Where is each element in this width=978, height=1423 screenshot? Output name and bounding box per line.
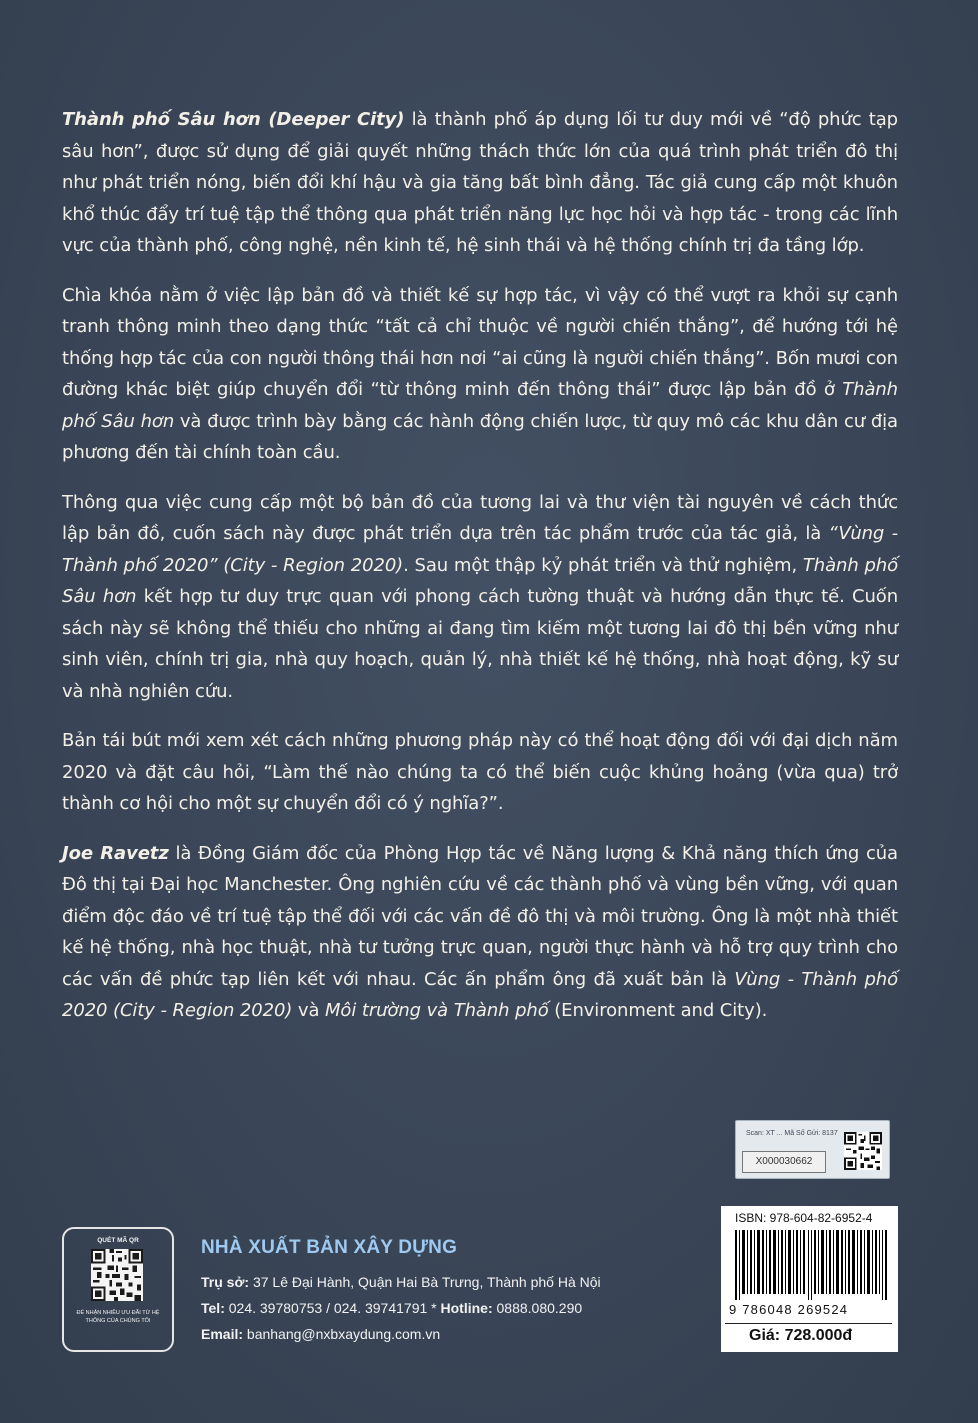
qr-code-icon	[91, 1249, 143, 1301]
publisher-email	[201, 1321, 601, 1347]
qr-card	[62, 1227, 174, 1352]
paragraph-text: Bản tái bút mới xem xét cách những phương pháp này có thể hoạt động đối với đại dịch năm 2020 và đặt câu hỏi, “Làm thế nào chúng ta có thể biến cuộc khủng hoảng (vừa qua) trở thành cơ hội cho một sự chuyển đổi có ý nghĩa?”.	[62, 730, 898, 814]
qr-card-note: ĐỂ NHẬN NHIỀU ƯU ĐÃI TỪ HỆ THỐNG CỦA CHÚNG TÔI	[76, 1310, 160, 1324]
paragraph-postscript	[62, 725, 898, 820]
blurb	[62, 104, 898, 1045]
book-title-lead: Thành phố Sâu hơn (Deeper City)	[62, 109, 405, 130]
price-label: Giá: 728.000đ	[749, 1327, 853, 1344]
qr-code-icon	[844, 1132, 882, 1170]
author-name: Joe Ravetz	[62, 842, 169, 864]
paragraph-text: là Đồng Giám đốc của Phòng Hợp tác về Năng lượng & Khả năng thích ứng của Đô thị tại Đại học Manchester. Ông nghiên cứu về các thành phố và vùng bền vững, với quan điểm độc đáo về trí tuệ tập thể đối với các vấn đề đô thị và môi trường. Ông là một nhà thiết kế hệ thống, nhà học thuật, nhà tư tưởng trực quan, người thực hành và hỗ trợ quy trình cho các vấn đề phức tạp liên kết với nhau. Các ấn phẩm ông đã xuất bản là	[62, 842, 898, 990]
paragraph-text: Chìa khóa nằm ở việc lập bản đồ và thiết kế sự hợp tác, vì vậy có thể vượt ra khỏi sự cạnh tranh thông minh theo dạng thức “tất cả chỉ thuộc về người chiến thắng”, để hướng tới hệ thống hợp tác của con người thông thái hơn nơi “ai cũng là người chiến thắng”. Bốn mươi con đường khác biệt giúp chuyển đổi “từ thông minh đến thông thái” được lập bản đồ ở	[62, 284, 898, 400]
publisher-name: NHÀ XUẤT BẢN XÂY DỰNG	[201, 1237, 458, 1258]
qr-card-title: QUÉT MÃ QR	[97, 1237, 139, 1244]
address-label: Trụ sở:	[201, 1274, 250, 1290]
email-value: banhang@nxbxaydung.com.vn	[243, 1326, 441, 1342]
sticker-topline: Scan: XT ... Mã Số Gửi: 8137	[746, 1130, 838, 1137]
address-value: 37 Lê Đại Hành, Quận Hai Bà Trưng, Thành phố Hà Nội	[249, 1274, 601, 1290]
paragraph-maps	[62, 487, 898, 708]
paragraph-text: (Environment and City).	[548, 1000, 768, 1021]
inventory-sticker	[735, 1120, 890, 1179]
email-label: Email:	[201, 1326, 244, 1342]
tel-value: 024. 39780753 / 024. 39741791 *	[224, 1300, 441, 1316]
paragraph-text: và	[292, 1000, 325, 1021]
barcode-number: 9 786048 269524	[729, 1302, 849, 1317]
book-title-inline: Thành phố Sâu hơn	[62, 379, 898, 432]
paragraph-author-bio	[62, 838, 898, 1027]
isbn-label: ISBN: 978-604-82-6952-4	[735, 1211, 873, 1225]
paragraph-key	[62, 280, 898, 469]
tel-label: Tel:	[201, 1300, 225, 1316]
book-title-inline: Vùng - Thành phố 2020 (City - Region 2020)	[62, 968, 898, 1021]
barcode-panel	[721, 1206, 898, 1352]
book-title-inline: Môi trường và Thành phố	[325, 1000, 549, 1021]
hotline-label: Hotline:	[440, 1300, 493, 1316]
paragraph-text: Thông qua việc cung cấp một bộ bản đồ của tương lai và thư viện tài nguyên về cách thức lập bản đồ, cuốn sách này được phát triển dựa trên tác phẩm trước của tác giả, là	[62, 491, 898, 544]
publisher-info	[201, 1237, 601, 1347]
paragraph-text: và được trình bày bằng các hành động chiến lược, từ quy mô các khu dân cư địa phương đến tài chính toàn cầu.	[62, 410, 898, 463]
publisher-phone	[201, 1295, 601, 1321]
book-title-inline: Thành phố Sâu hơn	[62, 554, 898, 607]
hotline-value: 0888.080.290	[492, 1300, 583, 1316]
sticker-code: X000030662	[742, 1151, 826, 1173]
paragraph-text: là thành phố áp dụng lối tư duy mới về “độ phức tạp sâu hơn”, được sử dụng để giải quyết những thách thức lớn của quá trình phát triển đô thị như phát triển nóng, biến đổi khí hậu và gia tăng bất bình đẳng. Tác giả cung cấp một khuôn khổ thúc đẩy trí tuệ tập thể thông qua phát triển năng lực học hỏi và hợp tác - trong các lĩnh vực của thành phố, công nghệ, nền kinh tế, hệ sinh thái và hệ thống chính trị đa tầng lớp.	[62, 109, 898, 256]
paragraph-intro	[62, 104, 898, 262]
publisher-address	[201, 1269, 601, 1295]
price-box	[725, 1323, 892, 1348]
paragraph-text: . Sau một thập kỷ phát triển và thử nghiệm,	[403, 554, 803, 576]
paragraph-text: kết hợp tư duy trực quan với phong cách tường thuật và hướng dẫn thực tế. Cuốn sách này sẽ không thể thiếu cho những ai đang tìm kiếm một tương lai đô thị bền vững như sinh viên, chính trị gia, nhà quy hoạch, quản lý, nhà thiết kế hệ thống, nhà hoạt động, kỹ sư và nhà nghiên cứu.	[62, 586, 898, 702]
book-title-inline: “Vùng - Thành phố 2020” (City - Region 2020)	[62, 523, 898, 576]
barcode-icon	[735, 1230, 889, 1300]
